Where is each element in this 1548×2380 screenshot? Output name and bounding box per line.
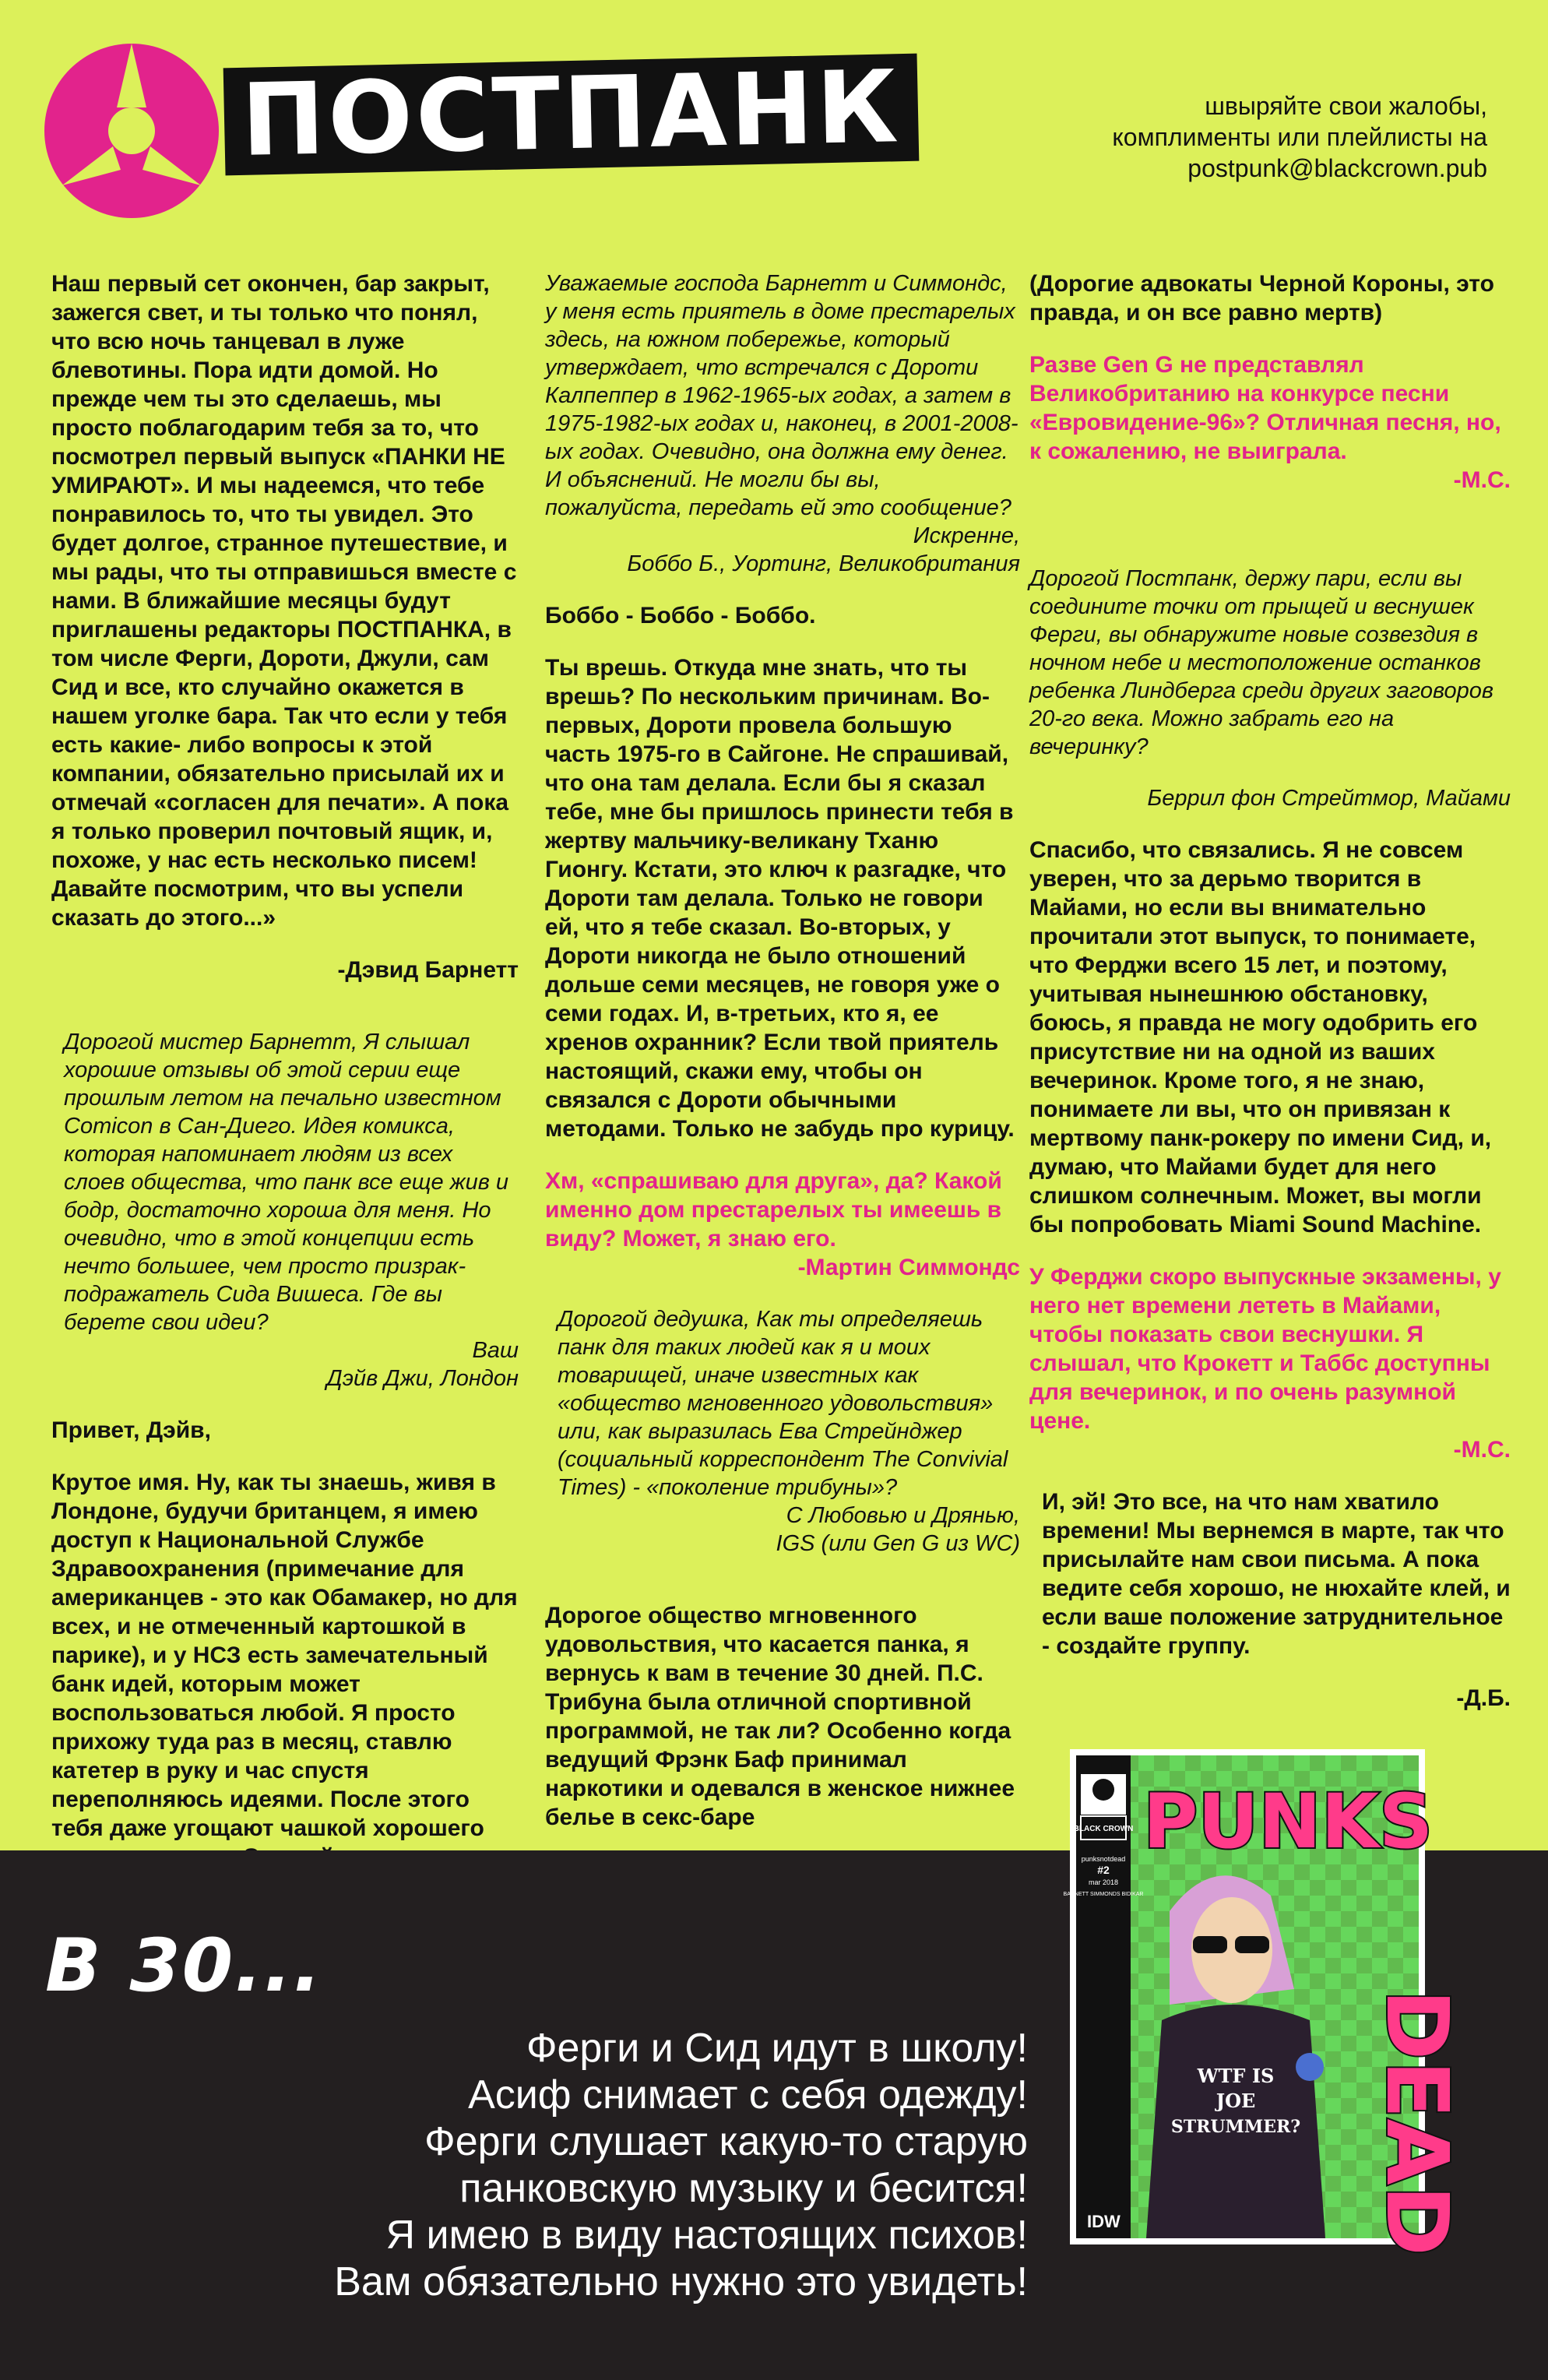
artist-aside: Хм, «спрашиваю для друга», да? Какой именно дом престарелых ты имеешь в виду? Может, я знаю его. — [545, 1168, 1002, 1252]
closing-text: И, эй! Это все, на что нам хватило времени! Мы вернемся в марте, так что присылайте нам свои письма. А пока ведите себя хорошо, не нюхайте клей, и если ваше положение затруднительное - создайте группу. — [1042, 1489, 1511, 1659]
cover-art — [1063, 1755, 1467, 2256]
cover-creators: BARNETT SIMMONDS BIDIKAR — [1063, 1892, 1144, 1897]
intro-signature: -Дэвид Барнетт — [337, 957, 519, 983]
artist-aside: У Ферджи скоро выпускные экзамены, у него нет времени лететь в Майами, чтобы показать свои веснушки. Я слышал, что Крокетт и Таббс доступны для вечеринок, и по очень разумной цене. — [1029, 1264, 1501, 1434]
next-issue-heading: В 30... — [45, 1924, 323, 2009]
artist-signature: -Мартин Симмондс — [797, 1255, 1020, 1280]
editor-reply: Дорогое общество мгновенного удовольствия, что касается панка, я вернусь к вам в течение 30 дней. П.С. Трибуна была отличной спортивной программой, не так ли? Особенно когда ведущий Фрэнк Баф принимал наркотики и одевался в женское нижнее белье в секс-баре — [545, 1603, 1015, 1830]
reader-letter: Дорогой мистер Барнетт, Я слышал хорошие отзывы об этой серии еще прошлым летом на печально известном Comicon в Сан-Диего. Идея комикса, которая напоминает людям из всех слоев общества, что панк все еще жив и бодр, достаточно хороша для меня. Но очевидно, что в этой концепции есть нечто большее, чем просто призрак-подражатель Сида Вишеса. Где вы берете свои идеи? — [64, 1030, 509, 1335]
letter-signoff: С Любовью и Дрянью, — [786, 1503, 1020, 1528]
closing-signature: -Д.Б. — [1456, 1685, 1511, 1711]
column-2 — [545, 269, 1020, 1832]
reply-greeting: Привет, Дэйв, — [51, 1417, 211, 1443]
cover-issue-number: #2 — [1097, 1864, 1110, 1876]
editor-reply: Ты врешь. Откуда мне знать, что ты врешь? По нескольким причинам. Во-первых, Дороти провела большую часть 1975-го в Сайгоне. Не спрашивай, что она там делала. Если бы я сказал тебе, мне бы пришлось принести тебя в жертву мальчику-великану Тханю Гионгу. Кстати, это ключ к разгадке, что Дороти там делала. Только не говори ей, что я тебе сказал. Во-вторых, у Дороти никогда не было отношений дольше семи месяцев, не говоря уже о семи годах. И, в-третьих, кто я, ее хренов охранник? Если твой приятель настоящий, скажи ему, чтобы он связался с Дороти обычными методами. Только не забудь про курицу. — [545, 655, 1015, 1142]
artist-aside: Разве Gen G не представлял Великобританию на конкурсе песни «Евровидение-96»? Отличная песня, но, к сожалению, не выиграла. — [1029, 352, 1501, 464]
cover-title-vertical: DEAD — [1367, 1989, 1467, 2256]
letter-signoff: Ваш — [472, 1338, 519, 1363]
cover-title: PUNKS — [1143, 1778, 1434, 1865]
reply-greeting: Боббо - Боббо - Боббо. — [545, 603, 816, 628]
column-3 — [1029, 269, 1511, 1713]
cover-date: mar 2018 — [1088, 1878, 1119, 1886]
next-issue-cover[interactable] — [1063, 1749, 1467, 2256]
reader-letter: Уважаемые господа Барнетт и Симмондс, у меня есть приятель в доме престарелых здесь, на южном побережье, который утверждает, что встречался с Дороти Калпеппер в 1962-1965-ых годах, а затем в 1975-1982-ых годах и, наконец, в 2001-2008-ых годах. Очевидно, она должна ему денег. И объяснений. Не могли бы вы, пожалуйста, передать ей это сообщение? — [545, 271, 1019, 520]
artist-signature: -М.С. — [1453, 467, 1511, 493]
vinyl-adapter-logo-icon — [31, 37, 232, 224]
reader-letter: Дорогой дедушка, Как ты определяешь панк для таких людей как я и моих товарищей, иначе известных как «общество мгновенного удовольствия» или, как выразилась Ева Стрейнджер (социальный корреспондент The Convivial Times) - «поколение трибуны»? — [558, 1307, 1008, 1500]
contact-email[interactable]: postpunk@blackcrown.pub — [1187, 154, 1487, 182]
contact-info: швыряйте свои жалобы, комплименты или плейлисты на postpunk@blackcrown.pub — [1067, 90, 1487, 184]
imprint-logo: IDW — [1087, 2212, 1121, 2231]
letter-signoff: Искренне, — [913, 523, 1020, 548]
editor-note: (Дорогие адвокаты Черной Короны, это правда, и он все равно мертв) — [1029, 271, 1494, 326]
shirt-text-1: WTF IS — [1197, 2065, 1275, 2087]
editor-reply: Крутое имя. Ну, как ты знаешь, живя в Лондоне, будучи британцем, я имею доступ к Национальной Службе Здравоохранения (примечание для американцев - это как Обамакер, но для всех, и не отмеченный картошкой в парике), и у НСЗ есть замечательный банк идей, которым может воспользоваться любой. Я просто прихожу туда раз в месяц, ставлю катетер в руку и час спустя переполняюсь идеями. После этого тебя даже угощают чашкой хорошего — [51, 1470, 518, 1841]
letter-signature: Дэйв Джи, Лондон — [326, 1366, 519, 1391]
intro-text: Наш первый сет окончен, бар закрыт, зажегся свет, и ты только что понял, что всю ночь танцевал в луже блевотины. Пора идти домой. Но прежде чем ты это сделаешь, мы просто поблагодарим тебя за то, что посмотрел первый выпуск «ПАНКИ НЕ УМИРАЮТ». И мы надеемся, что тебе понравилось то, что ты увидел. Это будет долгое, странное путешествие, и мы рады, что ты отправишься вместе с нами. В ближайшие месяцы будут приглашены редакторы ПОСТПАНКА, в том числе Ферги, Дороти, Джули, сам Сид и все, кто случайно окажется в нашем уголке бара. Так что если у тебя есть какие- либо вопросы к этой компании, обязательно присылай их и отмечай «согласен для печати». А пока я только проверил почтовый ящик, и, похоже, у нас есть несколько писем! Давайте посмотрим, что вы успели сказать до этого...» — [51, 271, 517, 931]
column-1 — [51, 269, 519, 1900]
publisher-badge — [1074, 1774, 1134, 1840]
svg-text:BLACK CROWN: BLACK CROWN — [1073, 1825, 1134, 1833]
reader-letter: Дорогой Постпанк, держу пари, если вы соедините точки от прыщей и веснушек Ферги, вы обнаружите новые созвездия в ночном небе и местоположение останков ребенка Линдберга среди других заговоров 20-го века. Можно забрать его на вечеринку? — [1029, 566, 1494, 759]
section-title: ПОСТПАНК — [223, 54, 920, 176]
letter-signature: Боббо Б., Уортинг, Великобритания — [627, 551, 1020, 576]
letter-signature: Беррил фон Стрейтмор, Майами — [1147, 786, 1511, 811]
shirt-text-3: STRUMMER? — [1170, 2117, 1301, 2137]
letter-signature: IGS (или Gen G из WC) — [776, 1531, 1020, 1556]
cover-series: punksnotdead — [1081, 1855, 1126, 1863]
editor-reply: Спасибо, что связались. Я не совсем уверен, что за дерьмо творится в Майами, но если вы внимательно прочитали этот выпуск, то понимаете, что Ферджи всего 15 лет, и поэтому, учитывая нынешнюю обстановку, боюсь, я правда не могу одобрить его присутствие ни на одной из ваших вечеринок. Кроме того, я не знаю, понимаете ли вы, что он привязан к мертвому панк-рокеру по имени Сид, и, думаю, что Майами будет для него слишком солнечным. Может, вы могли бы попробовать Miami Sound Machine. — [1029, 837, 1492, 1238]
next-issue-teaser: Ферги и Сид идут в школу! Асиф снимает с себя одежду! Ферги слушает какую-то старую панковскую музыку и бесится! Я имею в виду настоящих психов! Вам обязательно нужно это увидеть! — [334, 2026, 1028, 2304]
artist-signature: -М.С. — [1453, 1437, 1511, 1463]
shirt-text-2: JOE — [1216, 2090, 1256, 2112]
